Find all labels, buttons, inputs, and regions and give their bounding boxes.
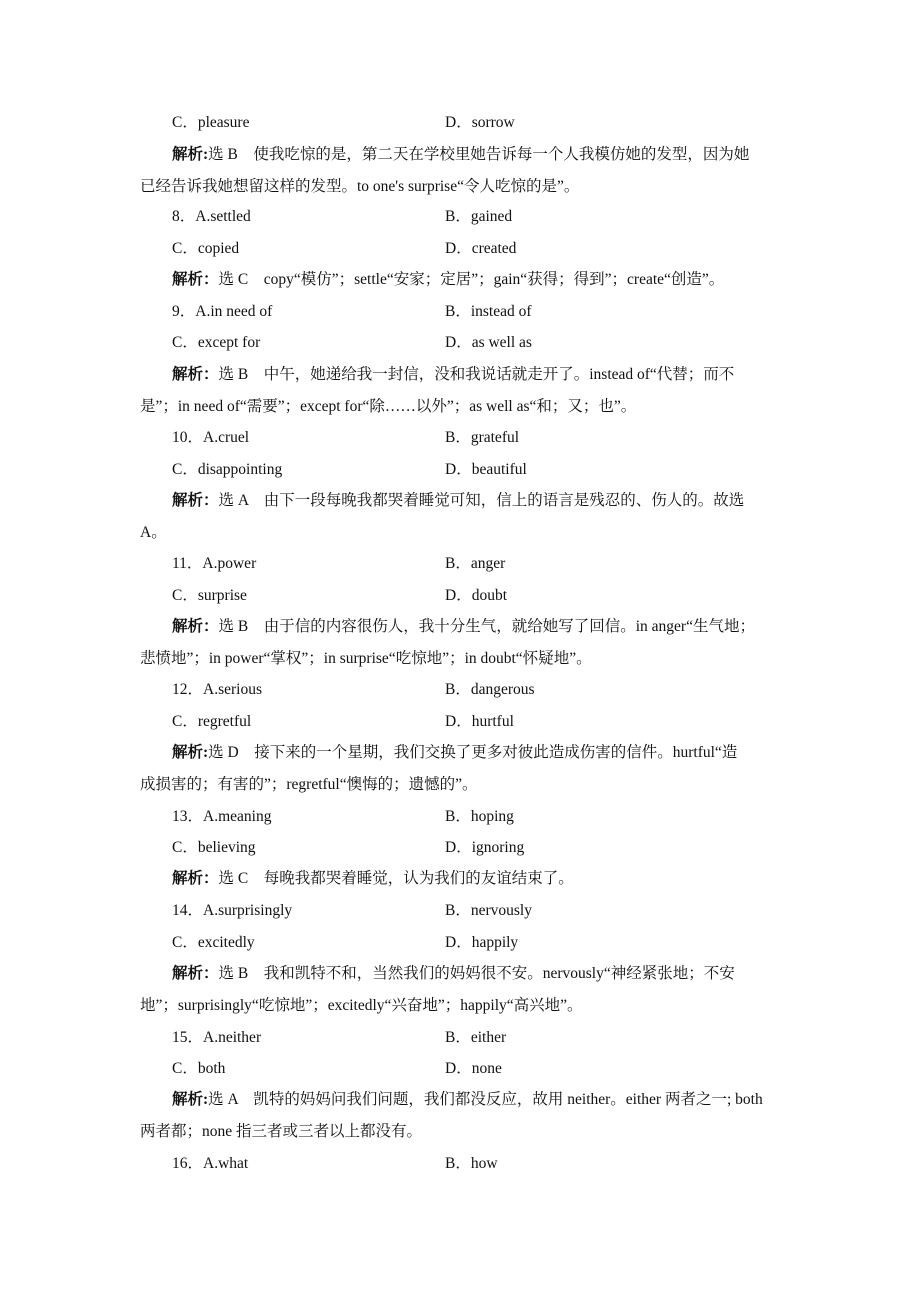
- analysis-line-continued: 是”；in need of“需要”；except for“除……以外”；as well as“和；又；也”。: [140, 397, 637, 415]
- analysis-line-continued: 已经告诉我她想留这样的发型。to one's surprise“令人吃惊的是”。: [140, 177, 580, 195]
- analysis-line: [172, 617, 782, 637]
- option-right: D．doubt: [445, 587, 508, 604]
- analysis-text: 选 B 使我吃惊的是，第二天在学校里她告诉每一个人我模仿她的发型，因为她: [208, 146, 750, 163]
- analysis-text: 选 B 我和凯特不和，当然我们的妈妈很不安。nervously“神经紧张地；不安: [218, 965, 735, 982]
- analysis-text: 选 C copy“模仿”；settle“安家；定居”；gain“获得；得到”；create“创造”。: [218, 271, 725, 288]
- analysis-line: [172, 270, 782, 290]
- analysis-label: 解析：: [172, 271, 219, 288]
- option-left: C．surprise: [172, 587, 247, 604]
- option-right: D．as well as: [445, 334, 532, 351]
- option-left: 12．A.serious: [172, 681, 262, 698]
- option-left: C．both: [172, 1060, 226, 1077]
- option-right: B．grateful: [445, 429, 520, 446]
- option-left: 15．A.neither: [172, 1029, 262, 1046]
- analysis-label: 解析:: [172, 146, 209, 163]
- option-left: C．disappointing: [172, 461, 283, 478]
- analysis-line-continued: 悲愤地”；in power“掌权”；in surprise“吃惊地”；in doubt“怀疑地”。: [140, 649, 592, 667]
- analysis-line-continued: 地”；surprisingly“吃惊地”；excitedly“兴奋地”；happily“高兴地”。: [140, 996, 583, 1014]
- analysis-label: 解析：: [172, 965, 219, 982]
- analysis-label: 解析：: [172, 492, 219, 509]
- option-right: D．created: [445, 240, 517, 257]
- option-right: B．either: [445, 1029, 507, 1046]
- analysis-line: [172, 491, 782, 511]
- option-left: C．pleasure: [172, 114, 250, 131]
- analysis-line-continued: A。: [140, 523, 167, 541]
- option-left: C．believing: [172, 839, 256, 856]
- option-left: 10．A.cruel: [172, 429, 250, 446]
- analysis-line: [172, 145, 782, 165]
- analysis-text: 选 B 由于信的内容很伤人，我十分生气，就给她写了回信。in anger“生气地；: [218, 618, 755, 635]
- analysis-line: [172, 1090, 782, 1110]
- option-left: 14．A.surprisingly: [172, 902, 293, 919]
- option-right: D．happily: [445, 934, 519, 951]
- option-right: D．sorrow: [445, 114, 515, 131]
- option-left: C．excitedly: [172, 934, 255, 951]
- option-left: 9．A.in need of: [172, 303, 273, 320]
- analysis-text: 选 A 由下一段每晚我都哭着睡觉可知，信上的语言是残忍的、伤人的。故选: [218, 492, 745, 509]
- option-right: B．nervously: [445, 902, 532, 919]
- analysis-text: 选 C 每晚我都哭着睡觉，认为我们的友谊结束了。: [218, 870, 574, 887]
- analysis-line-continued: 成损害的；有害的”；regretful“懊悔的；遗憾的”。: [140, 775, 478, 793]
- analysis-label: 解析：: [172, 618, 219, 635]
- analysis-line: [172, 365, 782, 385]
- option-right: D．ignoring: [445, 839, 525, 856]
- option-left: 8．A.settled: [172, 208, 251, 225]
- option-left: 16．A.what: [172, 1155, 249, 1172]
- option-right: B．dangerous: [445, 681, 535, 698]
- analysis-text: 选 B 中午，她递给我一封信，没和我说话就走开了。instead of“代替；而不: [218, 366, 735, 383]
- analysis-line: [172, 869, 782, 889]
- option-left: C．regretful: [172, 713, 252, 730]
- option-right: D．hurtful: [445, 713, 514, 730]
- analysis-text: 选 D 接下来的一个星期，我们交换了更多对彼此造成伤害的信件。hurtful“造: [208, 744, 738, 761]
- option-right: B．how: [445, 1155, 498, 1172]
- option-right: D．none: [445, 1060, 502, 1077]
- analysis-text: 选 A 凯特的妈妈问我们问题，我们都没反应，故用 neither。either 两者之一; both: [208, 1091, 763, 1108]
- option-right: D．beautiful: [445, 461, 527, 478]
- option-right: B．anger: [445, 555, 506, 572]
- analysis-line: [172, 964, 782, 984]
- analysis-label: 解析：: [172, 870, 219, 887]
- option-left: C．copied: [172, 240, 240, 257]
- analysis-label: 解析：: [172, 366, 219, 383]
- analysis-line-continued: 两者都；none 指三者或三者以上都没有。: [140, 1122, 423, 1140]
- analysis-line: [172, 743, 782, 763]
- option-right: B．gained: [445, 208, 513, 225]
- option-left: C．except for: [172, 334, 261, 351]
- option-right: B．instead of: [445, 303, 532, 320]
- option-left: 11．A.power: [172, 555, 257, 572]
- option-left: 13．A.meaning: [172, 808, 272, 825]
- option-right: B．hoping: [445, 808, 514, 825]
- analysis-label: 解析:: [172, 1091, 209, 1108]
- analysis-label: 解析:: [172, 744, 209, 761]
